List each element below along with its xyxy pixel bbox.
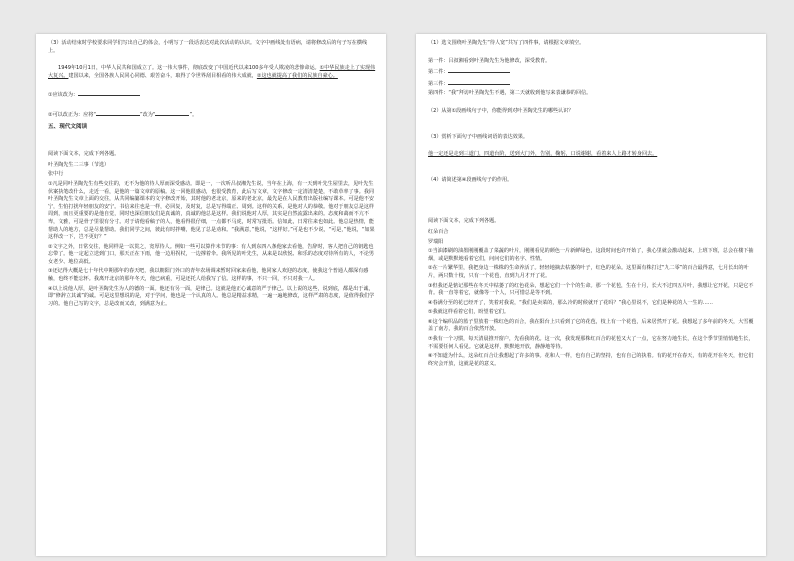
fix-1 [48, 90, 376, 100]
read-instruction-2: 阅读下面文本，完成下列各题。 [428, 218, 500, 225]
passage-text-a: 1949年10月1日，中华人民共和国成立了。这一伟大事件，彻底改变了中国近代以来100多年受人欺凌的悲惨命运。 [58, 65, 320, 72]
article-2-paragraph: ⑦我有一个习惯，每天清晨推开窗户，先看我的花。这一次，我发现那株红百合的花苞又大了一点，它在努力地生长，在这个季节里悄悄地生长，不需要任何人看见。它就是这样，默默地开放，静静地等待。 [428, 336, 754, 350]
question-2: （2）从第①段画线句子中，你能得到对叶圣陶先生的哪些认识？ [428, 107, 574, 114]
passage-text-b: 建国以来，全国各族人民同心同德、艰苦奋斗，取得了令世界刮目相看的伟大成就， [68, 72, 257, 79]
question-4: （4）请简述第④段画线句子的作用。 [428, 176, 513, 183]
page-right [416, 34, 766, 556]
fix-2 [48, 110, 376, 120]
answer-blank[interactable] [448, 67, 510, 73]
quoted-sentence: 他一定还是走到三道门，四道台阶，送到大门外，告别，鞠躬，口说谢谢，看着来人上路才转身回去。 [428, 151, 658, 158]
event-2-label: 第二件： [428, 69, 449, 76]
article-2-paragraph: ③但我还是惦记那些在冬天中枯萎了的红色花朵，想起它们一个个的生命。那一个花苞，生在十月，长大不过四五片叶，我想让它开花，只是它不肯。我一直等着它，就像等一个人，只可惜总是等不到。 [428, 282, 754, 297]
article-paragraph-3: ③还记得大概是七十年代中期那年的春天吧，我以朝阳门外口的青年农场调来暂时回家来看他，他同家人欢迎的态度，使我这个普通人都深有感触，也终不能忘怀。我离开北京的那年冬天，他已病重，可是还托人给我写了信。这样的事，不只一回，不只对我一人。 [48, 268, 369, 283]
read-instruction: 阅读下面文本，完成下列各题。 [48, 151, 120, 158]
event-1: 第一件：吕叔湘看到叶圣陶先生为他修改，深受教育。 [428, 57, 551, 64]
article-paragraph-4: ④以上说他人厚，是叶圣陶先生为人的德的一面。他还有另一面，是律己。这就是他正心诚意的严于律己。以上说的这些，说到底，都是出于诚，即“修辞立其诚”的诚。可是这里想说的是，对于学问，他也是一个认真的人。他总是精益求精，一遍一遍地修改，这样严肃的态度，是值得我们学习的。他自己写的文字，总是改而又改，到满意为止。 [48, 285, 375, 307]
page-left [36, 34, 386, 556]
article-author: 张中行 [48, 171, 64, 178]
underlined-sentence-2: ②这也就提高了我们的民族自豪心。 [256, 72, 338, 79]
article-2-paragraph: ②在一片繁华里，我把身边一株株的生命养活了。轻轻地摘去枯萎的叶子，红色的花朵。这里面有株打过“九二零”的百合最得意，七月长出的叶片，两只数十枝，只有一个花苞，直到九月才开了花。 [428, 265, 749, 279]
event-4: 第四件：“我”拜访叶圣陶先生不遇，第二天就收到他写来表谦恭的回信。 [428, 90, 592, 97]
passage-paragraph [48, 65, 376, 80]
article-2-title: 红朵百合 [428, 228, 449, 235]
event-3 [428, 79, 756, 89]
article-title: 叶圣陶先生二三事（节选） [48, 161, 110, 168]
fix-1-label: ①应该改为： [48, 92, 79, 99]
article-2-paragraph: ④春满分至的花已经开了，笑着对我说，“我们是卖菜的，那么冷的时候就开了花吗？”我心里说不，它们是种花的人一生的…… [428, 299, 713, 306]
fix-2-mid: ”改为“ [139, 111, 156, 118]
page-right-content [428, 40, 756, 370]
answer-blank[interactable] [78, 90, 140, 96]
article-2-paragraph: ⑤我就这样看着它们，盼望着它们。 [428, 309, 509, 316]
page-left-content [48, 40, 376, 310]
question-3: （3）活动结束时学校要求同学们写出自己的体会，小明写了一段话表达对此次活动的认识。文字中画线处有语病，请将修改后的句子写在横线上。 [48, 40, 368, 54]
event-2 [428, 67, 756, 77]
answer-blank[interactable] [96, 110, 140, 116]
article-2-paragraph: ⑧不知道为什么，这朵红百合让我想起了许多的事。花和人一样，也有自己的坚持，也有自己的执着。有的花开在春天，有的花开在冬天，但它们终究会开放，这就是花的意义。 [428, 353, 754, 367]
article-2-author: 罗瑞阳 [428, 238, 444, 245]
question-3: （3）赏析下面句子中画线词语的表达效果。 [428, 133, 529, 140]
underlined-sentence-1: ①中华民族走上了实现伟大复兴。 [48, 65, 376, 79]
question-1: （1）选文围绕叶圣陶先生“待人宽”共写了四件事，请根据文章填空。 [428, 40, 585, 46]
answer-blank[interactable] [155, 110, 189, 116]
fix-2-label: ②可以改正为：应将“ [48, 111, 96, 118]
article-paragraph-1: ①凡是同叶圣陶先生有些交往的，无不为他的待人厚而深受感动。即是一，一次听吕叔湘先生说，当年在上海，有一天到叶先生屋里去，见叶先生伏案执笔改什么，走近一看，是他的一篇文章的原稿。这一回他很感动，也很受教育，此后写文章，文字修改一定清清楚楚，不敢草率了事。我同叶圣陶先生文章上面的交往，从共同编纂课本的文字修改开始，其时他的老北京，原来的老北京，最先是在人民教育出版社编写课本。可是他不安宁，生怕打扰年轻朋友的安宁。书信来往也是一样，必回复，及时复，总是写得端正、周到。这样的关系，是他对人的恭敬。他对于朋友总是这样周到，而且更重要的是他自觉，同时也深信朋友们是真诚的，真诚的他总是这样。我们说他对人厚，其实是自然流露出来的。态度和蔼而不亢不卑，文雅，可是骨子里很有分寸。对于请他看稿子的人，他看得很仔细，一点都不马虎，时常写批语。信如此，日常往来也如此。他总是热情，能帮助人的地方，总是尽量帮助。我们同学之间，彼此有时拌嘴，他见了总是劝和。“我满意，”他说，“这样好。”可是也不少说，“可是，”他说，“如果这样改一下，岂不更好？” [48, 180, 375, 241]
section-heading: 五、现代文阅读 [48, 123, 88, 130]
article-2-paragraph: ⑥这个编织品的篮子里放着一株红色的百合，我在阳台上只看到了它的花苞，枝上有一个花苞，后来居然开了花。我想起了多年前的冬天，大雪覆盖了南方，我的百合依然开放。 [428, 318, 754, 333]
article-2-paragraph: ①当油漆刷的油墨刚刚覆盖了菜蔬的叶片，刚刚看见的颜色一片新鲜绿色，这段时间也许开始了，我心里就会激动起来，上班下班，总会在楼下抽烟，或是默默地看着它们，问问它们的名字、性情。 [428, 248, 754, 262]
answer-blank[interactable] [448, 79, 510, 85]
article-paragraph-2: ②文字之外，日常交往，他同样是一以贯之，宽厚待人。例如一些可以算作未节的事：有人到东四八条他家去看他，告辞时，客人把自己的钥匙也忘带了。他一定起立送到门口，那天正在下雨，他一边用拐杖，一边撑着伞。我所见的叶先生，从来是以欣悦、和乐的态度对待所有的人，不论男女老少、地位高低。 [48, 243, 375, 265]
event-3-label: 第三件： [428, 80, 449, 87]
fix-2-end: ”。 [189, 111, 198, 118]
